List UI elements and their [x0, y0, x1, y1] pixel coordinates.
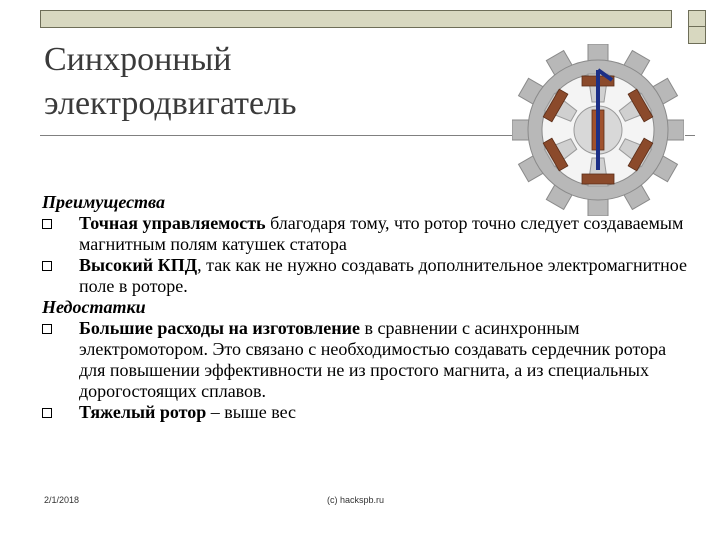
- advantage-item-1: [42, 213, 697, 255]
- title-underline: [40, 135, 514, 136]
- top-decor-bar: [40, 10, 672, 28]
- disadvantage-item-1: [42, 318, 697, 402]
- disadvantages-heading: Недостатки: [42, 297, 146, 317]
- advantages-heading: Преимущества: [42, 192, 165, 212]
- advantage-1-text: благодаря тому, что ротор точно следует создаваемым магнитным полям катушек статора: [79, 213, 684, 254]
- disadvantage-1-bold: Большие расходы на изготовление: [79, 318, 360, 338]
- advantage-2-bold: Высокий КПД: [79, 255, 198, 275]
- title-underline-right: [685, 135, 695, 136]
- advantage-item-2: [42, 255, 697, 297]
- square-bullet-icon: [42, 261, 52, 271]
- advantage-2-text: , так как не нужно создавать дополнительное электромагнитное поле в роторе.: [79, 255, 687, 296]
- disadvantage-item-2: [42, 402, 697, 423]
- gear-motor-icon: [512, 44, 684, 216]
- square-bullet-icon: [42, 408, 52, 418]
- corner-decor-box-bottom: [688, 26, 706, 44]
- slide-body: [42, 192, 697, 423]
- square-bullet-icon: [42, 324, 52, 334]
- advantage-1-bold: Точная управляемость: [79, 213, 266, 233]
- disadvantage-2-text: – выше вес: [206, 402, 297, 422]
- disadvantage-1-text: в сравнении с асинхронным электромотором. Это связано с необходимостью создавать сердечник ротора для повышении эффективности не из простого магнита, а из специальных дорогостоящих сплавов.: [79, 318, 667, 401]
- square-bullet-icon: [42, 219, 52, 229]
- footer-copyright: (c) hackspb.ru: [327, 495, 385, 505]
- footer-date: 2/1/2018: [44, 495, 80, 505]
- slide-title: Синхронный электродвигатель: [44, 41, 297, 122]
- disadvantage-2-bold: Тяжелый ротор: [79, 402, 207, 422]
